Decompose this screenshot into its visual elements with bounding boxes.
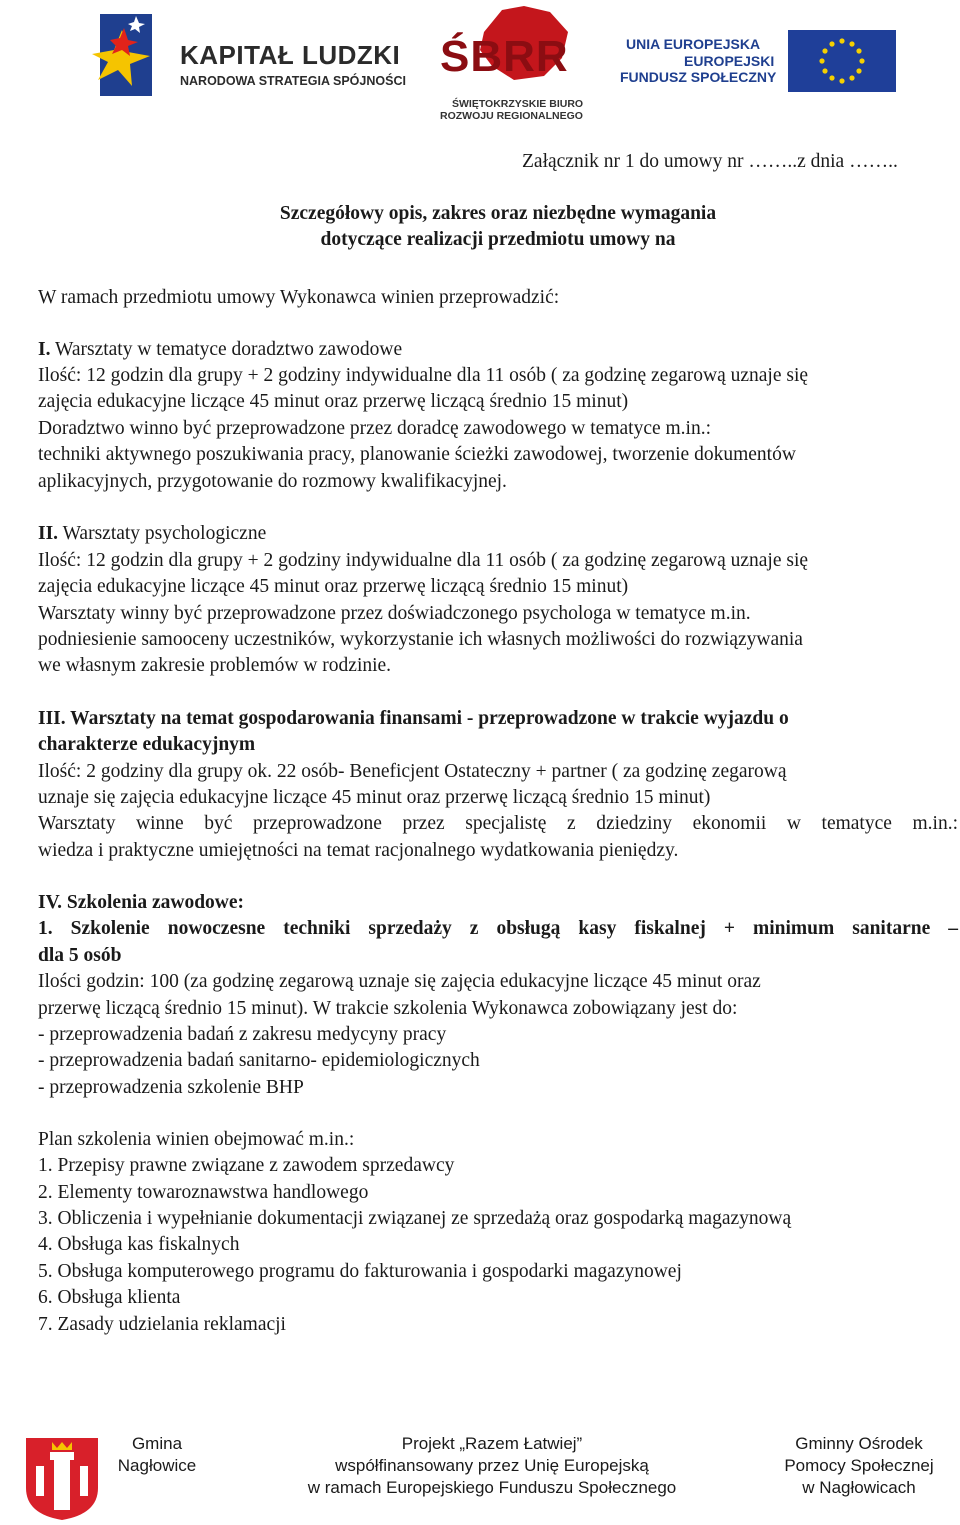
section-3-line: Warsztaty winne być przeprowadzone przez specjalistę z dziedziny ekonomii w tematyce m.in.: (38, 813, 958, 834)
section-2-line: we własnym zakresie problemów w rodzinie. (38, 655, 392, 676)
kapital-ludzki-logo (92, 10, 432, 102)
training-plan-item: 4. Obsługa kas fiskalnych (38, 1234, 240, 1255)
eu-flag-icon (788, 30, 896, 92)
footer-center-line3: w ramach Europejskiego Funduszu Społecznego (307, 1478, 677, 1497)
section-3-line: uznaje się zajęcia edukacyjne liczące 45 minut oraz przerwę liczącą średnio 15 minut) (38, 787, 711, 808)
sbrr-name-line1: ŚWIĘTOKRZYSKIE BIURO (452, 98, 584, 110)
footer-left-line2: Nagłowice (117, 1456, 197, 1475)
section-4-duty: - przeprowadzenia badań z zakresu medycyny pracy (38, 1024, 447, 1045)
eu-logo (620, 36, 900, 96)
footer-right (764, 1433, 954, 1499)
section-2-line: Ilość: 12 godzin dla grupy + 2 godziny indywidualne dla 11 osób ( za godzinę zegarową uznaje się (38, 550, 809, 571)
footer-center-line1: Projekt „Razem Łatwiej” (401, 1434, 583, 1453)
eu-text-line1: UNIA EUROPEJSKA (626, 36, 761, 52)
section-2-line: podniesienie samooceny uczestników, wykorzystanie ich własnych możliwości do rozwiązywania (38, 629, 803, 650)
section-2-title: Warsztaty psychologiczne (58, 523, 267, 544)
training-plan-item: 3. Obliczenia i wypełnianie dokumentacji związanej ze sprzedażą oraz gospodarką magazynową (38, 1208, 792, 1229)
page-title-line2: dotyczące realizacji przedmiotu umowy na (320, 229, 676, 250)
section-4-line: Ilości godzin: 100 (za godzinę zegarową uznaje się zajęcia edukacyjne liczące 45 minut oraz (38, 971, 761, 992)
section-1-line: Ilość: 12 godzin dla grupy + 2 godziny indywidualne dla 11 osób ( za godzinę zegarową uznaje się (38, 365, 809, 386)
training-plan-item: 5. Obsługa komputerowego programu do fakturowania i gospodarki magazynowej (38, 1261, 682, 1282)
section-2-number: II. (38, 523, 59, 544)
section-1-line: Doradztwo winno być przeprowadzone przez doradcę zawodowego w tematyce m.in.: (38, 418, 712, 439)
section-3-line: wiedza i praktyczne umiejętności na temat racjonalnego wydatkowania pieniędzy. (38, 840, 679, 861)
footer-left-line1: Gmina (131, 1434, 183, 1453)
section-4-duty: - przeprowadzenia szkolenie BHP (38, 1077, 304, 1098)
footer-right-line1: Gminny Ośrodek (795, 1434, 923, 1453)
intro-text: W ramach przedmiotu umowy Wykonawca winien przeprowadzić: (38, 287, 560, 308)
footer-left (112, 1433, 202, 1477)
naglowice-coat-of-arms-icon (24, 1436, 100, 1522)
annex-reference: Załącznik nr 1 do umowy nr ……..z dnia …….. (522, 151, 898, 172)
section-1-title: Warsztaty w tematyce doradztwo zawodowe (50, 339, 403, 360)
section-4-line: przerwę liczącą średnio 15 minut). W trakcie szkolenia Wykonawca zobowiązany jest do: (38, 998, 738, 1019)
section-4-subheading-cont: dla 5 osób (38, 945, 122, 966)
section-3-line: Ilość: 2 godziny dla grupy ok. 22 osób- Beneficjent Ostateczny + partner ( za godzinę zegarową (38, 761, 787, 782)
eu-text-line2: EUROPEJSKI (684, 53, 775, 69)
footer-right-line2: Pomocy Społecznej (784, 1456, 934, 1475)
section-1-line: zajęcia edukacyjne liczące 45 minut oraz przerwę liczącą średnio 15 minut) (38, 391, 629, 412)
section-4-subheading: 1. Szkolenie nowoczesne techniki sprzedaży z obsługą kasy fiskalnej + minimum sanitarne – (38, 918, 958, 939)
kapital-ludzki-title: KAPITAŁ LUDZKI (180, 40, 401, 70)
section-1-heading (38, 337, 402, 363)
sbrr-logo (438, 2, 608, 124)
section-2-heading (38, 521, 266, 547)
section-1-line: techniki aktywnego poszukiwania pracy, planowanie ścieżki zawodowej, tworzenie dokumentów (38, 444, 796, 465)
training-plan-item: 7. Zasady udzielania reklamacji (38, 1314, 286, 1335)
sbrr-name-line2: ROZWOJU REGIONALNEGO (440, 110, 583, 122)
training-plan-item: 1. Przepisy prawne związane z zawodem sprzedawcy (38, 1155, 455, 1176)
section-1-line: aplikacyjnych, przygotowanie do rozmowy kwalifikacyjnej. (38, 471, 507, 492)
kapital-ludzki-subtitle: NARODOWA STRATEGIA SPÓJNOŚCI (180, 74, 406, 88)
section-1-number: I. (38, 339, 51, 360)
training-plan-item: 2. Elementy towaroznawstwa handlowego (38, 1182, 369, 1203)
training-plan-item: 6. Obsługa klienta (38, 1287, 181, 1308)
section-3-heading: III. Warsztaty na temat gospodarowania finansami - przeprowadzone w trakcie wyjazdu o (38, 708, 789, 729)
footer-right-line3: w Nagłowicach (802, 1478, 916, 1497)
section-4-duty: - przeprowadzenia badań sanitarno- epidemiologicznych (38, 1050, 480, 1071)
eu-text-line3: FUNDUSZ SPOŁECZNY (620, 69, 777, 85)
section-2-line: Warsztaty winny być przeprowadzone przez doświadczonego psychologa w tematyce m.in. (38, 603, 751, 624)
section-3-heading-cont: charakterze edukacyjnym (38, 734, 256, 755)
training-plan-heading: Plan szkolenia winien obejmować m.in.: (38, 1129, 355, 1150)
footer-center (272, 1433, 712, 1499)
footer-center-line2: współfinansowany przez Unię Europejską (335, 1456, 649, 1475)
kapital-ludzki-star-icon (92, 10, 156, 100)
section-4-heading: IV. Szkolenia zawodowe: (38, 892, 245, 913)
sbrr-abbreviation: ŚBRR (440, 32, 569, 81)
page-title-line1: Szczegółowy opis, zakres oraz niezbędne wymagania (279, 203, 717, 224)
section-2-line: zajęcia edukacyjne liczące 45 minut oraz przerwę liczącą średnio 15 minut) (38, 576, 629, 597)
